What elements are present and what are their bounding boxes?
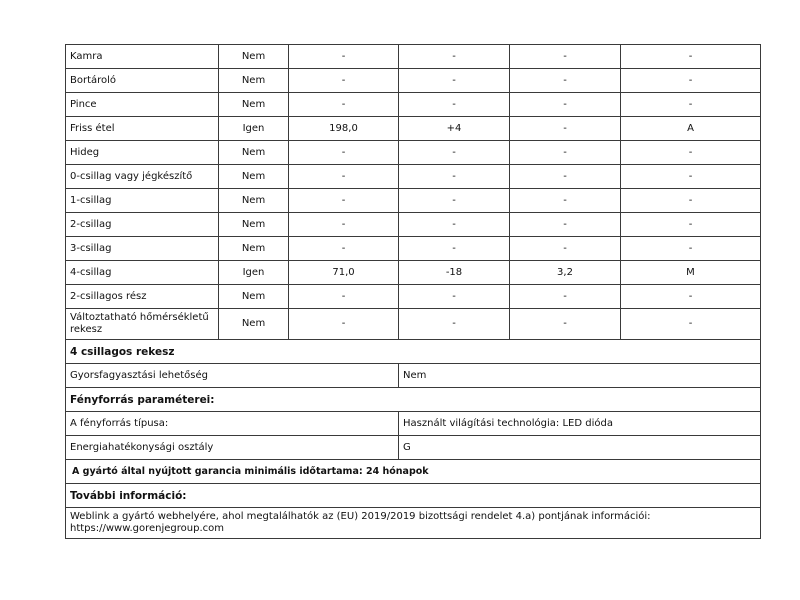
compartment-power: - — [510, 237, 621, 261]
compartment-class: M — [621, 261, 761, 285]
compartment-present: Nem — [219, 189, 289, 213]
compartment-class: A — [621, 117, 761, 141]
compartment-class: - — [621, 165, 761, 189]
compartment-present: Nem — [219, 69, 289, 93]
compartment-volume: - — [289, 189, 399, 213]
compartment-class: - — [621, 45, 761, 69]
table-row — [66, 69, 761, 93]
table-row — [66, 45, 761, 69]
compartment-present: Nem — [219, 309, 289, 340]
compartment-name: 1-csillag — [66, 189, 219, 213]
table-row — [66, 93, 761, 117]
table-row — [66, 165, 761, 189]
compartment-name: Hideg — [66, 141, 219, 165]
compartment-present: Nem — [219, 141, 289, 165]
light-class-value: G — [399, 436, 761, 460]
compartment-power: - — [510, 165, 621, 189]
compartment-present: Nem — [219, 213, 289, 237]
table-row — [66, 141, 761, 165]
light-class-label: Energiahatékonysági osztály — [66, 436, 399, 460]
light-type-label: A fényforrás típusa: — [66, 412, 399, 436]
compartment-volume: - — [289, 237, 399, 261]
compartment-class: - — [621, 213, 761, 237]
compartment-volume: - — [289, 93, 399, 117]
compartment-class: - — [621, 285, 761, 309]
more-info-heading: További információ: — [66, 484, 761, 508]
compartment-temp: - — [399, 189, 510, 213]
compartment-temp: - — [399, 309, 510, 340]
compartment-class: - — [621, 237, 761, 261]
compartment-present: Nem — [219, 45, 289, 69]
compartment-temp: - — [399, 213, 510, 237]
compartment-present: Nem — [219, 237, 289, 261]
compartment-class: - — [621, 93, 761, 117]
section-row — [66, 340, 761, 364]
compartment-temp: -18 — [399, 261, 510, 285]
compartment-temp: - — [399, 285, 510, 309]
warranty-text: A gyártó által nyújtott garancia minimális időtartama: 24 hónapok — [66, 460, 761, 484]
compartment-volume: - — [289, 141, 399, 165]
compartment-class: - — [621, 141, 761, 165]
compartment-volume: 71,0 — [289, 261, 399, 285]
warranty-row — [66, 460, 761, 484]
compartment-name: Friss étel — [66, 117, 219, 141]
compartment-power: - — [510, 285, 621, 309]
compartment-temp: +4 — [399, 117, 510, 141]
compartment-power: - — [510, 93, 621, 117]
fast-freeze-value: Nem — [399, 364, 761, 388]
compartment-power: - — [510, 141, 621, 165]
light-heading: Fényforrás paraméterei: — [66, 388, 761, 412]
compartment-volume: - — [289, 309, 399, 340]
compartment-temp: - — [399, 165, 510, 189]
compartment-power: - — [510, 309, 621, 340]
compartment-volume: - — [289, 165, 399, 189]
compartment-class: - — [621, 69, 761, 93]
compartment-volume: - — [289, 213, 399, 237]
compartment-power: - — [510, 117, 621, 141]
compartment-volume: - — [289, 45, 399, 69]
compartment-present: Igen — [219, 117, 289, 141]
light-type-value: Használt világítási technológia: LED dióda — [399, 412, 761, 436]
more-info-url: https://www.gorenjegroup.com — [70, 523, 224, 534]
compartment-temp: - — [399, 45, 510, 69]
section-row — [66, 388, 761, 412]
compartment-name: 0-csillag vagy jégkészítő — [66, 165, 219, 189]
table-row — [66, 213, 761, 237]
more-info-row — [66, 508, 761, 539]
fast-freeze-row — [66, 364, 761, 388]
compartment-power: - — [510, 69, 621, 93]
table-row — [66, 261, 761, 285]
compartment-power: - — [510, 45, 621, 69]
more-info-text: Weblink a gyártó webhelyére, ahol megtalálhatók az (EU) 2019/2019 bizottsági rendelet 4.a) pontjának információi: — [70, 511, 651, 522]
compartment-name: Kamra — [66, 45, 219, 69]
compartment-power: 3,2 — [510, 261, 621, 285]
table-row — [66, 309, 761, 340]
light-class-row — [66, 436, 761, 460]
product-info-table — [65, 44, 761, 539]
compartment-volume: - — [289, 285, 399, 309]
compartment-name: Pince — [66, 93, 219, 117]
compartment-name: 4-csillag — [66, 261, 219, 285]
compartment-name: 2-csillag — [66, 213, 219, 237]
four-star-heading: 4 csillagos rekesz — [66, 340, 761, 364]
compartment-present: Nem — [219, 165, 289, 189]
compartment-present: Nem — [219, 93, 289, 117]
compartment-volume: 198,0 — [289, 117, 399, 141]
compartment-temp: - — [399, 141, 510, 165]
compartment-temp: - — [399, 93, 510, 117]
compartment-name: 3-csillag — [66, 237, 219, 261]
compartment-power: - — [510, 213, 621, 237]
light-type-row — [66, 412, 761, 436]
compartment-class: - — [621, 189, 761, 213]
compartment-present: Igen — [219, 261, 289, 285]
table-row — [66, 285, 761, 309]
fast-freeze-label: Gyorsfagyasztási lehetőség — [66, 364, 399, 388]
more-info-cell — [66, 508, 761, 539]
table-row — [66, 189, 761, 213]
compartment-power: - — [510, 189, 621, 213]
table-row — [66, 117, 761, 141]
compartment-name: 2-csillagos rész — [66, 285, 219, 309]
details-section — [66, 340, 761, 539]
compartment-name: Bortároló — [66, 69, 219, 93]
compartment-volume: - — [289, 69, 399, 93]
section-row — [66, 484, 761, 508]
compartment-name: Változtatható hőmérsékletű rekesz — [66, 309, 219, 340]
table-row — [66, 237, 761, 261]
compartment-temp: - — [399, 237, 510, 261]
compartment-temp: - — [399, 69, 510, 93]
compartment-present: Nem — [219, 285, 289, 309]
compartment-rows — [66, 45, 761, 340]
compartment-class: - — [621, 309, 761, 340]
